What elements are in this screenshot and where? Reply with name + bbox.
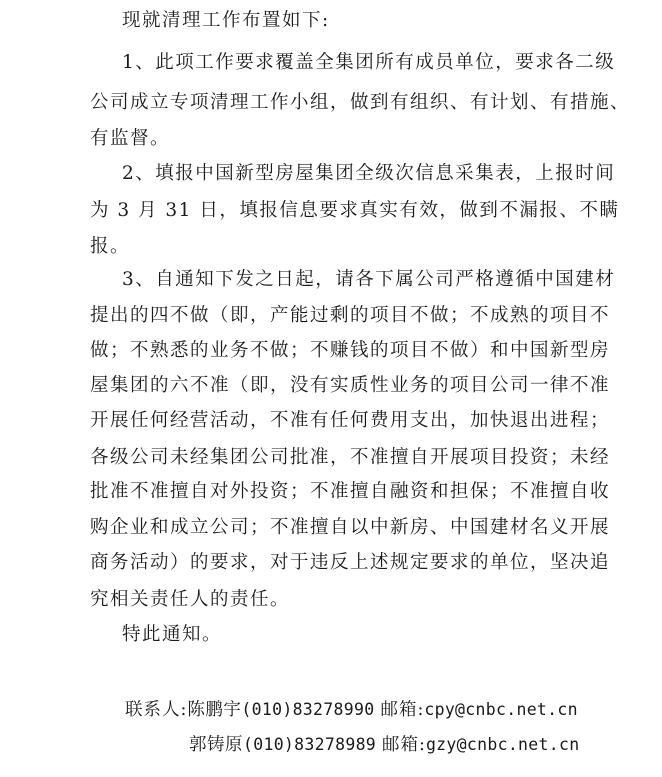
contact-prefix: 联系人: [125,700,188,720]
contact-email-label: 邮箱: [382,735,426,755]
item-3-line-4: 屋集团的六不准（即，没有实质性业务的项目公司一律不准 [90,375,611,396]
contact-name: 郭铸原 [189,735,243,755]
contact-phone: (010)83278989 [243,735,377,754]
item-3-line-7: 批准不准擅自对外投资；不准擅自融资和担保；不准擅自收 [90,481,611,502]
item-3-line-5: 开展任何经营活动，不准有任何费用支出，加快退出进程； [90,410,611,431]
contact-email: cpy@cnbc.net.cn [424,700,578,719]
item-2-line-3: 报。 [90,236,131,257]
item-2-line-2: 为 3 月 31 日，填报信息要求真实有效，做到不漏报、不瞒 [90,200,620,221]
item-1-line-2: 公司成立专项清理工作小组，做到有组织、有计划、有措施、 [90,92,631,113]
closing-line: 特此通知。 [122,624,223,645]
item-3-line-9: 商务活动）的要求，对于违反上述规定要求的单位，坚决追 [90,552,611,573]
item-1-line-3: 有监督。 [90,128,171,149]
item-3-line-1: 3、自通知下发之日起，请各下属公司严格遵循中国建材 [122,269,616,290]
item-3-line-3: 做；不熟悉的业务不做；不赚钱的项目不做）和中国新型房 [90,340,611,361]
contact-email: gzy@cnbc.net.cn [425,735,580,754]
contact-row-1 [125,696,578,724]
item-1-line-1: 1、此项工作要求覆盖全集团所有成员单位，要求各二级 [122,52,616,73]
item-3-line-10: 究相关责任人的责任。 [90,589,291,610]
item-3-line-6: 各级公司未经集团公司批准，不准擅自开展项目投资；未经 [90,447,611,468]
item-3-line-8: 购企业和成立公司；不准擅自以中新房、中国建材名义开展 [90,517,611,538]
item-2-line-1: 2、填报中国新型房屋集团全级次信息采集表，上报时间 [122,163,616,184]
item-3-line-2: 提出的四不做（即，产能过剩的项目不做；不成熟的项目不 [90,305,611,326]
contact-row-2 [189,731,579,759]
intro-line: 现就清理工作布置如下: [122,10,330,31]
contact-phone: (010)83278990 [241,700,375,719]
contact-email-label: 邮箱: [380,700,425,720]
contact-name: 陈鹏宇 [187,700,242,720]
